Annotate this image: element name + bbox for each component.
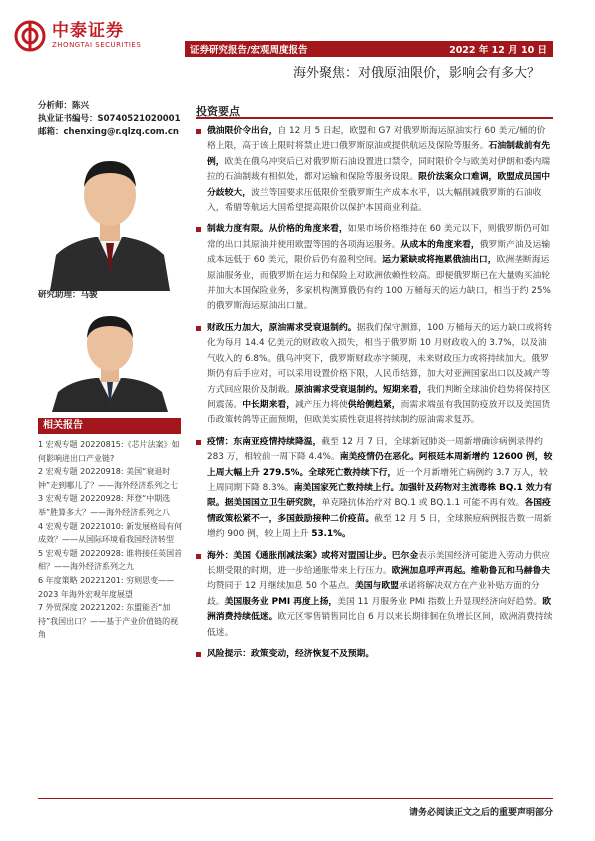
section-heading bbox=[196, 100, 553, 119]
related-report-item[interactable]: 4 宏观专题 20221010: 新发展格局有何成效？——从国际环境看我国经济转型 bbox=[38, 521, 183, 545]
point-body-text: 截至 12 月 7 日，全球新冠肺炎一周新增确诊病例录得约 283 万，相较前一周下降 4.4%。 bbox=[207, 436, 543, 463]
point-highlight-text: 美国与欧盟 bbox=[354, 581, 399, 592]
point-body-text: 俄罗斯产油及运输成本远低于 60 美元，限价后仍有盈利空间。 bbox=[207, 239, 551, 266]
point-highlight-text: 疫情：东南亚疫情持续降温， bbox=[207, 436, 322, 447]
related-report-item[interactable]: 2 宏观专题 20220918: 美国“衰退时钟”走到哪儿了？——海外经济系列之七 bbox=[38, 467, 179, 490]
investment-points bbox=[196, 124, 553, 668]
point-highlight-text: 供给侧趋紧， bbox=[347, 399, 401, 410]
point-body-text: 欧美在俄乌冲突后已对俄罗斯石油设置进口禁令，同时限价令与欧美对伊朗和委内瑞拉的石油制裁有相似处，都对运输和保险等服务设限。 bbox=[207, 156, 551, 183]
point-body-text: 表示美国经济可能进入劳动力供应长期受限的时期，进一步给通胀带来上行压力。 bbox=[207, 550, 551, 576]
point-highlight-text: 53.1%。 bbox=[311, 529, 351, 540]
report-category: 证券研究报告/宏观周度报告 bbox=[190, 45, 308, 56]
brand-name-cn: 中泰证券 bbox=[52, 21, 124, 41]
footer-disclaimer: 请务必阅读正文之后的重要声明部分 bbox=[408, 808, 553, 818]
assistant-photo bbox=[40, 308, 180, 412]
analyst-photo bbox=[40, 143, 180, 291]
point-body-text: 单克隆抗体治疗对 BQ.1 或 BQ.1.1 可能不再有效。 bbox=[321, 498, 525, 509]
point-highlight-text: 海外：美国《通胀削减法案》或将对盟国让步。巴尔金 bbox=[207, 550, 419, 561]
related-report-item[interactable]: 1 宏观专题 20220815:《芯片法案》如何影响进出口产业链? bbox=[38, 440, 180, 463]
point-highlight-text: 短期来看， bbox=[382, 384, 427, 395]
point-highlight-text: 石油制裁前有先例， bbox=[207, 141, 551, 167]
point-body-text: 欧洲垄断海运原油服务业，而俄罗斯在运力和保险上对欧洲依赖性较高。即便俄罗斯已在大量购买油轮并加大本国保险业务，多家机构测算俄仍有约 100 万桶每天的运力缺口，相当于约 25%的俄罗斯海运原油出口量。 bbox=[207, 255, 551, 312]
report-header-bar bbox=[185, 41, 553, 57]
point-highlight-text: 风险提示：政策变动，经济恢复不及预期。 bbox=[207, 649, 375, 659]
investment-point bbox=[196, 321, 553, 429]
point-highlight-text: 南美国家死亡数持续上行。加强针及药物对主流毒株 BQ.1 效力有限。 bbox=[207, 482, 553, 509]
related-report-item[interactable]: 6 年度策略 20221201: 穷则思变——2023 年海外宏观年度展望 bbox=[38, 575, 175, 599]
analyst-info bbox=[38, 100, 181, 139]
point-body-text: 我们判断全球油价趋势将保持区间震荡。 bbox=[207, 384, 551, 410]
point-highlight-text: 美国服务业 PMI 再度上扬， bbox=[224, 596, 338, 607]
analyst-license: 执业证书编号：S0740521020001 bbox=[38, 114, 181, 124]
point-body-text: 美国 11 月服务业 PMI 指数上升显现经济向好趋势。 bbox=[337, 596, 543, 607]
related-reports-heading: 相关报告 bbox=[38, 418, 181, 434]
point-body-text: 据我们保守测算，100 万桶每天的运力缺口或将转化为每月 14.4 亿美元的财政收入损失，相当于俄罗斯 10 月财政收入的 3.7%，以及油气收入的 6.8%。俄乌冲突下，俄罗斯财政赤字频现，未来财政压力或将持续加大。俄罗斯仍有后手应对，可以采用设置价格下限，人民币结算，加大对亚洲国家出口以及减产等方式回应限价及制裁。 bbox=[207, 322, 553, 395]
related-report-item[interactable]: 3 宏观专题 20220928: 拜登“中期选举”胜算多大？——海外经济系列之八 bbox=[38, 494, 171, 517]
brand-name-en: ZHONGTAI SECURITIES bbox=[52, 41, 142, 49]
point-body-text: 减产压力将使 bbox=[295, 399, 348, 410]
investment-point bbox=[196, 647, 553, 662]
point-body-text: 均赞同于 12 月继续加息 50 个基点。 bbox=[207, 581, 355, 592]
point-body-text: 截至 12 月 5 日，全球猴痘病例报告数一周新增约 900 例，较上周上升 bbox=[207, 513, 552, 540]
point-body-text: 如果市场价格维持在 60 美元以下，则俄罗斯仍可如常的出口其原油并使用欧盟等国的各项海运服务。 bbox=[207, 224, 550, 250]
investment-point bbox=[196, 549, 553, 641]
point-highlight-text: 各国疫情政策松紧不一，多国鼓励接种二价疫苗。 bbox=[207, 498, 551, 524]
point-highlight-text: 运力紧缺或将拖累俄油出口， bbox=[382, 255, 497, 266]
point-highlight-text: 财政压力加大，原油需求受衰退制约。 bbox=[207, 322, 357, 333]
point-highlight-text: 制裁力度有限。从价格的角度来看， bbox=[207, 224, 348, 235]
point-highlight-text: 限价法案众口难调，欧盟成员国中分歧较大， bbox=[207, 172, 551, 198]
analyst-email: 邮箱：chenxing@r.qlzq.com.cn bbox=[38, 127, 179, 137]
related-reports-list bbox=[38, 438, 184, 642]
point-body-text: 而需求端虽有我国防疫放开以及美国货币政策转鸽等正面预期，但欧美实质性衰退将持续制约原油需求复苏。 bbox=[207, 399, 551, 426]
point-body-text: 承诺将解决双方在产业补贴方面的分歧。 bbox=[207, 581, 540, 607]
related-report-item[interactable]: 5 宏观专题 20220928: 谁将接任英国首相？——海外经济系列之九 bbox=[38, 548, 183, 572]
brand-logo bbox=[14, 20, 141, 52]
point-highlight-text: 中长期来看， bbox=[242, 399, 295, 410]
point-body-text: 欧元区零售销售同比自 6 月以来长期徘徊在负增长区间，欧洲消费持续低迷。 bbox=[207, 612, 553, 638]
point-highlight-text: 欧洲加息呼声再起。维勒鲁瓦和马赫鲁夫 bbox=[391, 565, 551, 576]
footer-divider bbox=[38, 798, 553, 799]
report-date: 2022 年 12 月 10 日 bbox=[449, 45, 547, 56]
related-report-item[interactable]: 7 外贸深度 20221202: 东盟能否“加持”我国出口？——基于产业价值链的视角 bbox=[38, 603, 179, 640]
investment-point bbox=[196, 222, 553, 314]
point-highlight-text: 俄油限价令出台， bbox=[207, 126, 278, 136]
point-highlight-text: 原油需求受衰退制约。 bbox=[294, 384, 383, 395]
point-body-text: 自 12 月 5 日起，欧盟和 G7 对俄罗斯海运原油实行 60 美元/桶的价格上限，高于该上限时将禁止进口俄罗斯原油或提供航运及保险等服务。 bbox=[207, 126, 546, 152]
point-body-text: 波兰等国要求压低限价至俄罗斯生产成本水平，以大幅削减俄罗斯的石油收入，希腊等航运大国希望提高限价以保护本国商业利益。 bbox=[207, 187, 542, 214]
point-highlight-text: 从成本的角度来看， bbox=[400, 239, 480, 250]
point-body-text: 近一个月新增死亡病例约 3.7 万人，较上周同期下降 8.3%。 bbox=[207, 467, 548, 493]
point-highlight-text: 南美疫情仍在恶化。阿根廷本周新增约 12600 例，较上周大幅上升 279.5%。全球死亡数持续下行， bbox=[207, 452, 553, 478]
analyst-name: 分析师：陈兴 bbox=[38, 101, 90, 111]
section-title: 投资要点 bbox=[196, 105, 240, 118]
assistant-name: 研究助理：马骏 bbox=[38, 290, 98, 300]
investment-point bbox=[196, 435, 553, 543]
point-highlight-text: 欧洲消费持续低迷。 bbox=[207, 596, 552, 623]
point-highlight-text: 据美国国立卫生研究院， bbox=[224, 498, 322, 509]
zhongtai-logo-icon bbox=[14, 20, 46, 52]
report-title: 海外聚焦：对俄原油限价，影响会有多大？ bbox=[292, 66, 540, 81]
investment-point bbox=[196, 124, 553, 216]
